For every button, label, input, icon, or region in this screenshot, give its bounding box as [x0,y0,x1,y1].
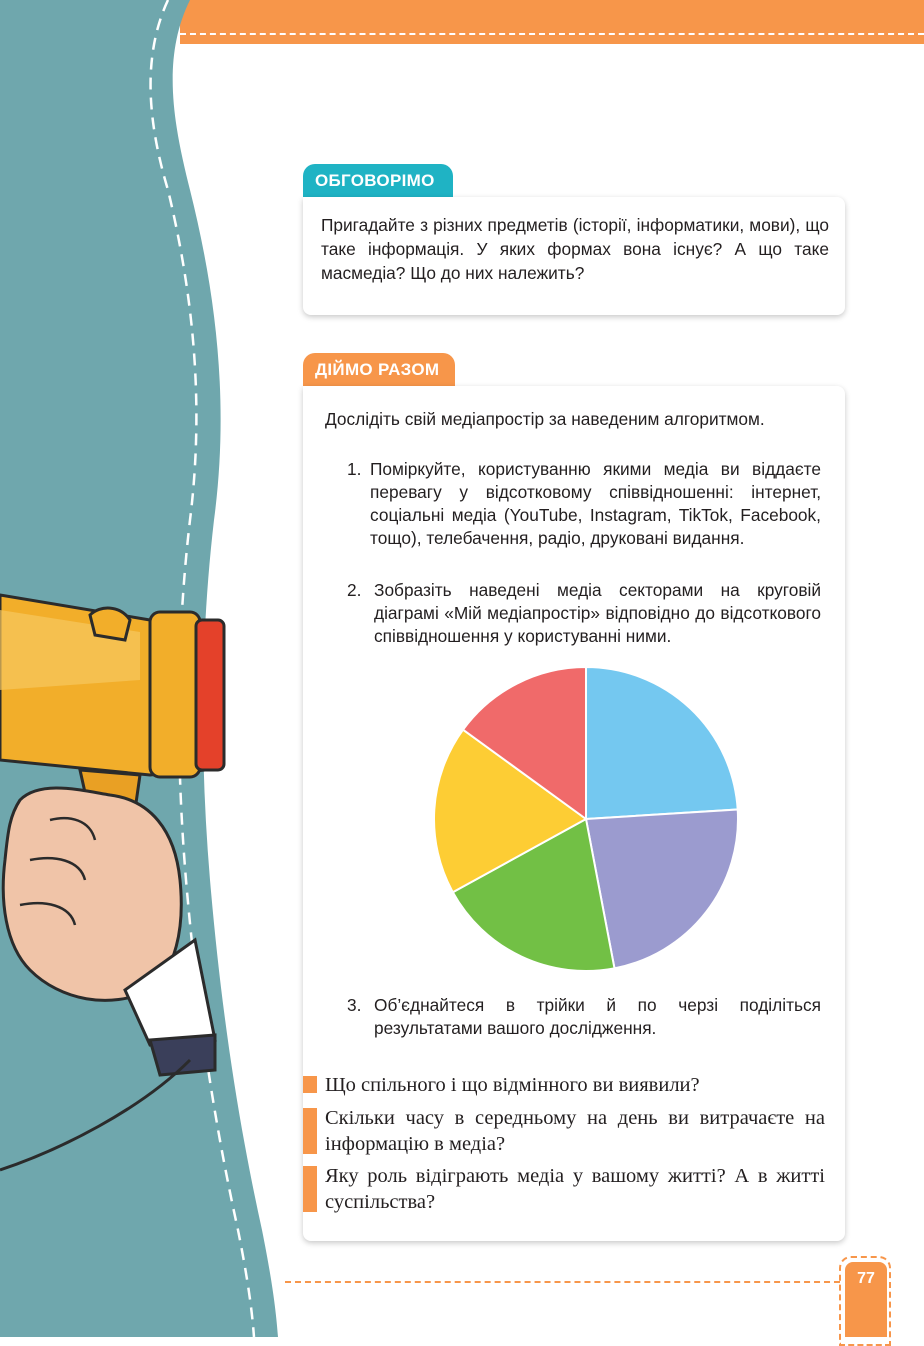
pie-slice-1 [586,667,738,819]
question-marker [303,1166,317,1212]
footer-dashed-line [285,1281,840,1283]
act-card [303,386,845,1241]
side-illustration [0,0,300,1337]
question-1: Що спільного і що відмінного ви виявили? [325,1074,700,1096]
question-marker [303,1076,317,1093]
step-number: 1. [347,459,362,479]
step-text: Об’єднайтеся в трійки й по черзі поділіться результатами вашого дослідження. [374,995,821,1038]
step-number: 2. [347,580,362,600]
act-intro: Дослідіть свій медіапростір за наведеним алгоритмом. [325,409,765,429]
discuss-tag: ОБГОВОРІМО [303,164,453,198]
question-2: Скільки часу в середньому на день ви витрачаєте на інформацію в медіа? [325,1107,825,1155]
media-pie-chart [431,664,741,974]
question-3: Яку роль відіграють медіа у вашому житті? А в житті суспільства? [325,1165,825,1213]
step-text: Поміркуйте, користуванню якими медіа ви віддаєте перевагу у відсотковому співвідношенні: інтернет, соціальні медіа (YouTube, Instagram, TikTok, Facebook, тощо), телебачення, радіо, друковані видання. [370,459,821,548]
step-text: Зобразіть наведені медіа секторами на круговій діаграмі «Мій медіапростір» відповідно до відсоткового співвідношення у користуванні ними. [374,580,821,646]
act-tag: ДІЙМО РАЗОМ [303,353,455,387]
question-marker [303,1108,317,1154]
discuss-card [303,197,845,315]
step-number: 3. [347,995,362,1015]
page-number: 77 [857,1270,875,1287]
discuss-text: Пригадайте з різних предметів (історії, інформатики, мови), що таке інформація. У яких формах вона існує? А що таке масмедіа? Що до них належить? [321,215,829,283]
